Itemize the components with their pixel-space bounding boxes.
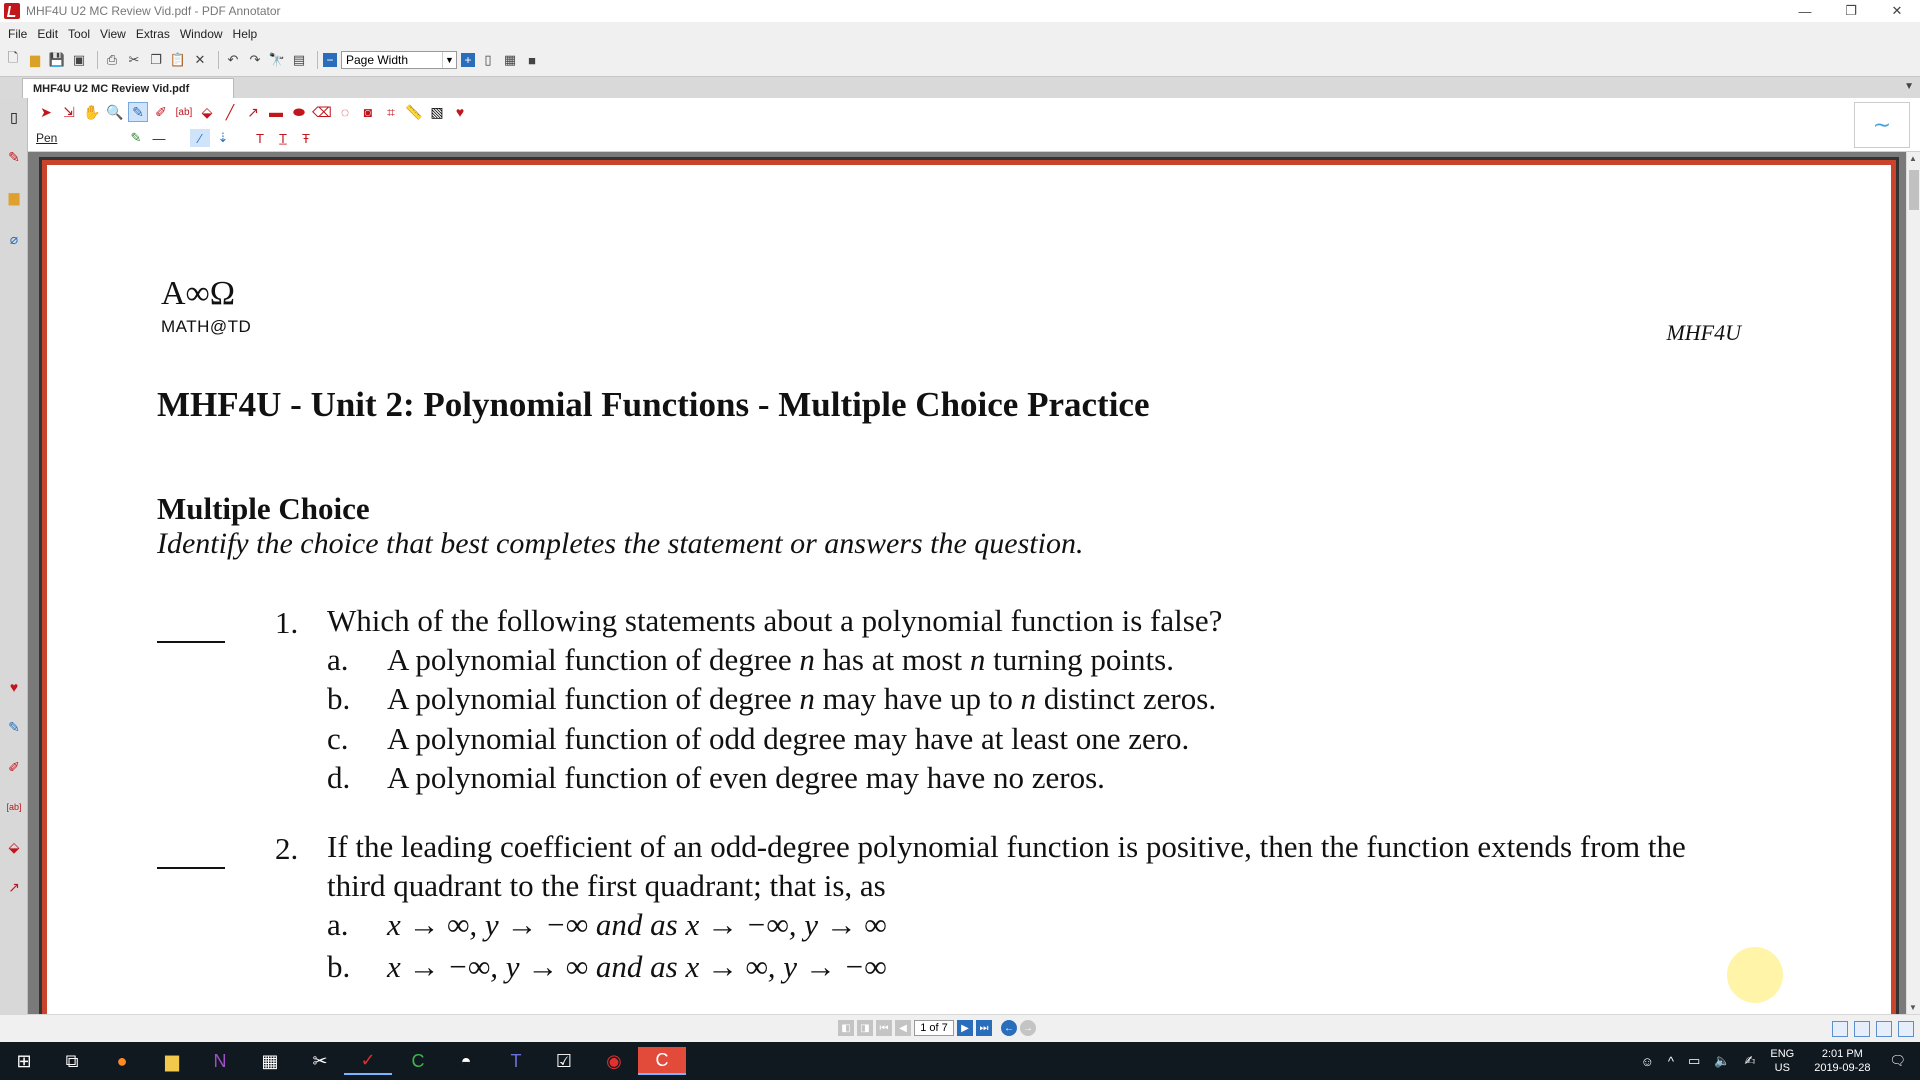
teams-icon[interactable]: T [510,1050,522,1071]
favorite-marker-icon[interactable]: ↗ [8,878,20,895]
snipping-tool-icon[interactable]: ✂ [312,1050,328,1071]
bookmarks-folder-icon[interactable]: ▆ [8,188,20,205]
status-bar [0,1014,1920,1042]
favorite-textbox-icon[interactable]: [ab] [6,802,22,812]
text-format-icon[interactable]: T [256,130,264,146]
zoom-in-icon[interactable]: + [461,53,475,67]
course-code: MHF4U [1666,320,1741,345]
option-text: x → −∞, y → ∞ and as x → ∞, y → −∞ [387,949,887,984]
question-text-line1: If the leading coefficient of an odd-degree polynomial function is positive, then the function extends from the [327,829,1686,864]
restore-button[interactable]: ❐ [1845,3,1857,18]
scroll-up-icon[interactable]: ▲ [1909,154,1917,163]
network-icon[interactable]: ▭ [1687,1053,1701,1068]
clock-time: 2:01 PM [1821,1048,1863,1060]
option-letter: d. [327,760,351,795]
text-select-icon[interactable]: ⇲ [63,103,75,120]
menu-edit[interactable]: Edit [37,27,59,41]
eraser-icon[interactable]: ⌫ [312,103,332,120]
menu-bar [0,24,259,44]
clock-date: 2019-09-28 [1814,1062,1871,1074]
save-icon[interactable]: 💾 [48,52,66,67]
pen-workspace-icon[interactable]: ✍ [1744,1053,1756,1068]
logo-symbols: A∞Ω [161,275,236,312]
clock[interactable] [1814,1047,1870,1075]
firefox-icon[interactable]: ● [116,1050,128,1071]
cut-icon[interactable]: ✂ [128,52,140,67]
page-navigator [838,1020,1039,1036]
menu-help[interactable]: Help [232,27,258,41]
photos-icon[interactable]: ◓ [460,1050,472,1071]
window-title: MHF4U U2 MC Review Vid.pdf - PDF Annotator [26,4,281,18]
left-sidebar [0,98,28,1014]
pdf-annotator-app-icon [4,3,20,19]
calculator-icon[interactable]: ▦ [261,1050,279,1071]
whiteboard-icon[interactable]: ☑ [555,1050,573,1071]
favorite-highlighter-icon[interactable]: ✐ [8,758,20,775]
delete-icon[interactable]: ✕ [194,52,206,67]
fullscreen-icon[interactable]: ■ [528,52,536,68]
toolbar-divider [218,51,219,69]
line-style-icon[interactable]: — [152,130,166,146]
text-box-icon[interactable]: [ab] [175,106,193,118]
tool-properties-bar [36,128,319,148]
page-layout-icon[interactable]: ▤ [292,52,306,67]
single-page-view-icon[interactable] [1832,1021,1848,1037]
question-text-line2: third quadrant to the first quadrant; that is, as [327,868,886,903]
lasso-icon[interactable]: ◌ [340,104,350,120]
camtasia-icon[interactable]: C [411,1050,425,1071]
menu-extras[interactable]: Extras [135,27,170,41]
question-text: Which of the following statements about a polynomial function is false? [327,603,1223,638]
history-forward-icon[interactable]: ◨ [857,1020,873,1036]
windows-taskbar [0,1042,1920,1080]
option-text: A polynomial function of odd degree may have at least one zero. [387,721,1190,756]
annotations-panel-icon[interactable]: ✎ [8,148,20,165]
scroll-thumb[interactable] [1909,170,1919,210]
show-hidden-icons-chevron-icon[interactable]: ^ [1667,1053,1674,1069]
title-bar [0,0,1920,22]
option-letter: b. [327,681,351,716]
undo-icon[interactable]: ↶ [227,52,239,67]
two-page-view-icon[interactable] [1876,1021,1892,1037]
window-controls [1782,0,1920,22]
crop-icon[interactable]: ⌗ [387,103,395,120]
page-thumbnails-icon[interactable]: ▯ [10,108,18,125]
pointer-highlight [1727,947,1783,1003]
vertical-scrollbar[interactable] [1906,152,1920,1014]
minimize-button[interactable]: — [1798,3,1812,19]
pdf-annotator-taskbar-icon[interactable]: ✓ [344,1047,392,1075]
screen-recorder-icon[interactable]: ◉ [606,1050,622,1071]
tab-document[interactable]: MHF4U U2 MC Review Vid.pdf [22,78,234,99]
zoom-select[interactable] [341,51,457,69]
option-text: A polynomial function of even degree may have no zeros. [387,760,1105,795]
find-icon[interactable]: 🔭 [268,52,286,67]
smooth-stroke-icon[interactable]: ⁄ [190,129,210,147]
toolbar-divider [97,51,98,69]
strikethrough-icon[interactable]: Ŧ [302,130,310,146]
close-button[interactable]: ✕ [1891,3,1903,18]
answer-blank [157,867,225,869]
document-viewport[interactable] [28,152,1908,1014]
rectangle-icon[interactable]: ▬ [269,104,283,120]
paste-icon[interactable]: 📋 [169,52,187,67]
chevron-down-icon[interactable]: ▼ [442,52,456,68]
system-tray [1634,1042,1920,1080]
attachments-icon[interactable]: ⌀ [9,230,19,247]
forward-icon[interactable]: → [1020,1020,1036,1036]
highlighter-icon[interactable]: ✐ [155,103,167,120]
scroll-down-icon[interactable]: ▼ [1909,1003,1917,1012]
line-icon[interactable]: ╱ [225,103,235,120]
favorites-heart-icon[interactable]: ♥ [455,104,465,120]
current-tool-label: Pen [36,131,58,145]
copy-icon[interactable]: ❐ [150,52,162,67]
document-tab-strip [0,76,1920,98]
menu-window[interactable]: Window [179,27,223,41]
answer-blank [157,641,225,643]
last-page-icon[interactable]: ⏭ [976,1020,992,1036]
option-text: x → ∞, y → −∞ and as x → −∞, y → ∞ [387,907,887,942]
language-line2: US [1774,1062,1790,1074]
single-page-icon[interactable]: ▯ [484,52,492,67]
ellipse-icon[interactable]: ⬬ [293,103,305,120]
option-letter: a. [327,907,349,942]
previous-page-icon[interactable]: ◀ [895,1020,911,1036]
back-icon[interactable]: ← [1001,1020,1017,1036]
toolbar-divider [317,51,318,69]
continuous-view-icon[interactable] [1854,1021,1870,1037]
favorites-heart-icon[interactable]: ♥ [9,679,19,695]
document-title: MHF4U - Unit 2: Polynomial Functions - Multiple Choice Practice [157,385,1150,424]
pdf-page[interactable] [42,160,1896,1030]
pen-tool-icon[interactable]: ✎ [128,102,148,122]
pressure-icon[interactable]: ⇣ [217,130,229,145]
text-size-icon[interactable]: T̲ [279,130,287,146]
open-folder-icon[interactable]: ▆ [30,52,40,67]
print-icon[interactable]: ⎙ [106,52,118,67]
action-center-icon[interactable]: 🗨 [1889,1053,1906,1068]
option-text: A polynomial function of degree n may have up to n distinct zeros. [387,681,1217,716]
section-heading: Multiple Choice [157,491,370,526]
language-line1: ENG [1770,1048,1795,1060]
instructions: Identify the choice that best completes the statement or answers the question. [157,527,1084,560]
first-page-icon[interactable]: ⏮ [876,1020,892,1036]
favorite-stamp-icon[interactable]: ⬙ [8,838,20,855]
language-indicator[interactable] [1770,1047,1794,1075]
two-page-continuous-view-icon[interactable] [1898,1021,1914,1037]
main-toolbar [0,48,1920,72]
camera-icon[interactable]: ◙ [363,104,373,120]
onenote-icon[interactable]: N [213,1050,227,1071]
menu-file[interactable]: File [8,27,28,41]
menu-view[interactable]: View [100,27,126,41]
volume-icon[interactable]: 🔈 [1714,1053,1731,1068]
view-modes [1826,1021,1914,1037]
question-number: 1. [275,605,299,640]
new-document-icon[interactable]: 🗋 [7,50,19,65]
fit-page-icon[interactable]: ▦ [503,52,517,67]
pen-color-icon[interactable]: ✎ [130,130,142,145]
history-back-icon[interactable]: ◧ [838,1020,854,1036]
start-windows-icon[interactable]: ⊞ [16,1050,32,1071]
tab-list-chevron-icon[interactable]: ▼ [1904,81,1914,92]
zoom-out-icon[interactable]: − [323,53,337,67]
people-icon[interactable]: ☺ [1640,1053,1654,1069]
arrow-tool-icon[interactable]: ↗ [247,103,259,120]
option-letter: a. [327,642,349,677]
logo-text: MATH@TD [161,317,252,336]
redo-icon[interactable]: ↷ [249,52,261,67]
task-view-icon[interactable]: ⧉ [65,1050,79,1071]
option-text: A polynomial function of degree n has at most n turning points. [387,642,1174,677]
question-number: 2. [275,831,299,866]
file-explorer-icon[interactable]: ▆ [165,1050,179,1071]
zoom-tool-icon[interactable]: 🔍 [106,103,124,120]
save-all-icon[interactable]: ▣ [72,52,86,67]
hand-icon[interactable]: ✋ [83,103,101,120]
option-letter: b. [327,949,351,984]
select-arrow-icon[interactable]: ➤ [40,103,52,120]
next-page-icon[interactable]: ▶ [957,1020,973,1036]
page-indicator[interactable]: 1 of 7 [914,1020,954,1036]
option-letter: c. [327,721,349,756]
menu-tool[interactable]: Tool [68,27,91,41]
annotation-toolbar [36,100,473,124]
ruler-icon[interactable]: 📏 [405,103,423,120]
insert-image-icon[interactable]: ▧ [430,103,444,120]
favorite-pen-icon[interactable]: ✎ [8,718,20,735]
camtasia-recorder-icon[interactable]: C [638,1047,686,1075]
zoom-select-value: Page Width [346,53,409,67]
stamp-icon[interactable]: ⬙ [201,103,213,120]
stroke-preview: ∼ [1854,102,1910,148]
